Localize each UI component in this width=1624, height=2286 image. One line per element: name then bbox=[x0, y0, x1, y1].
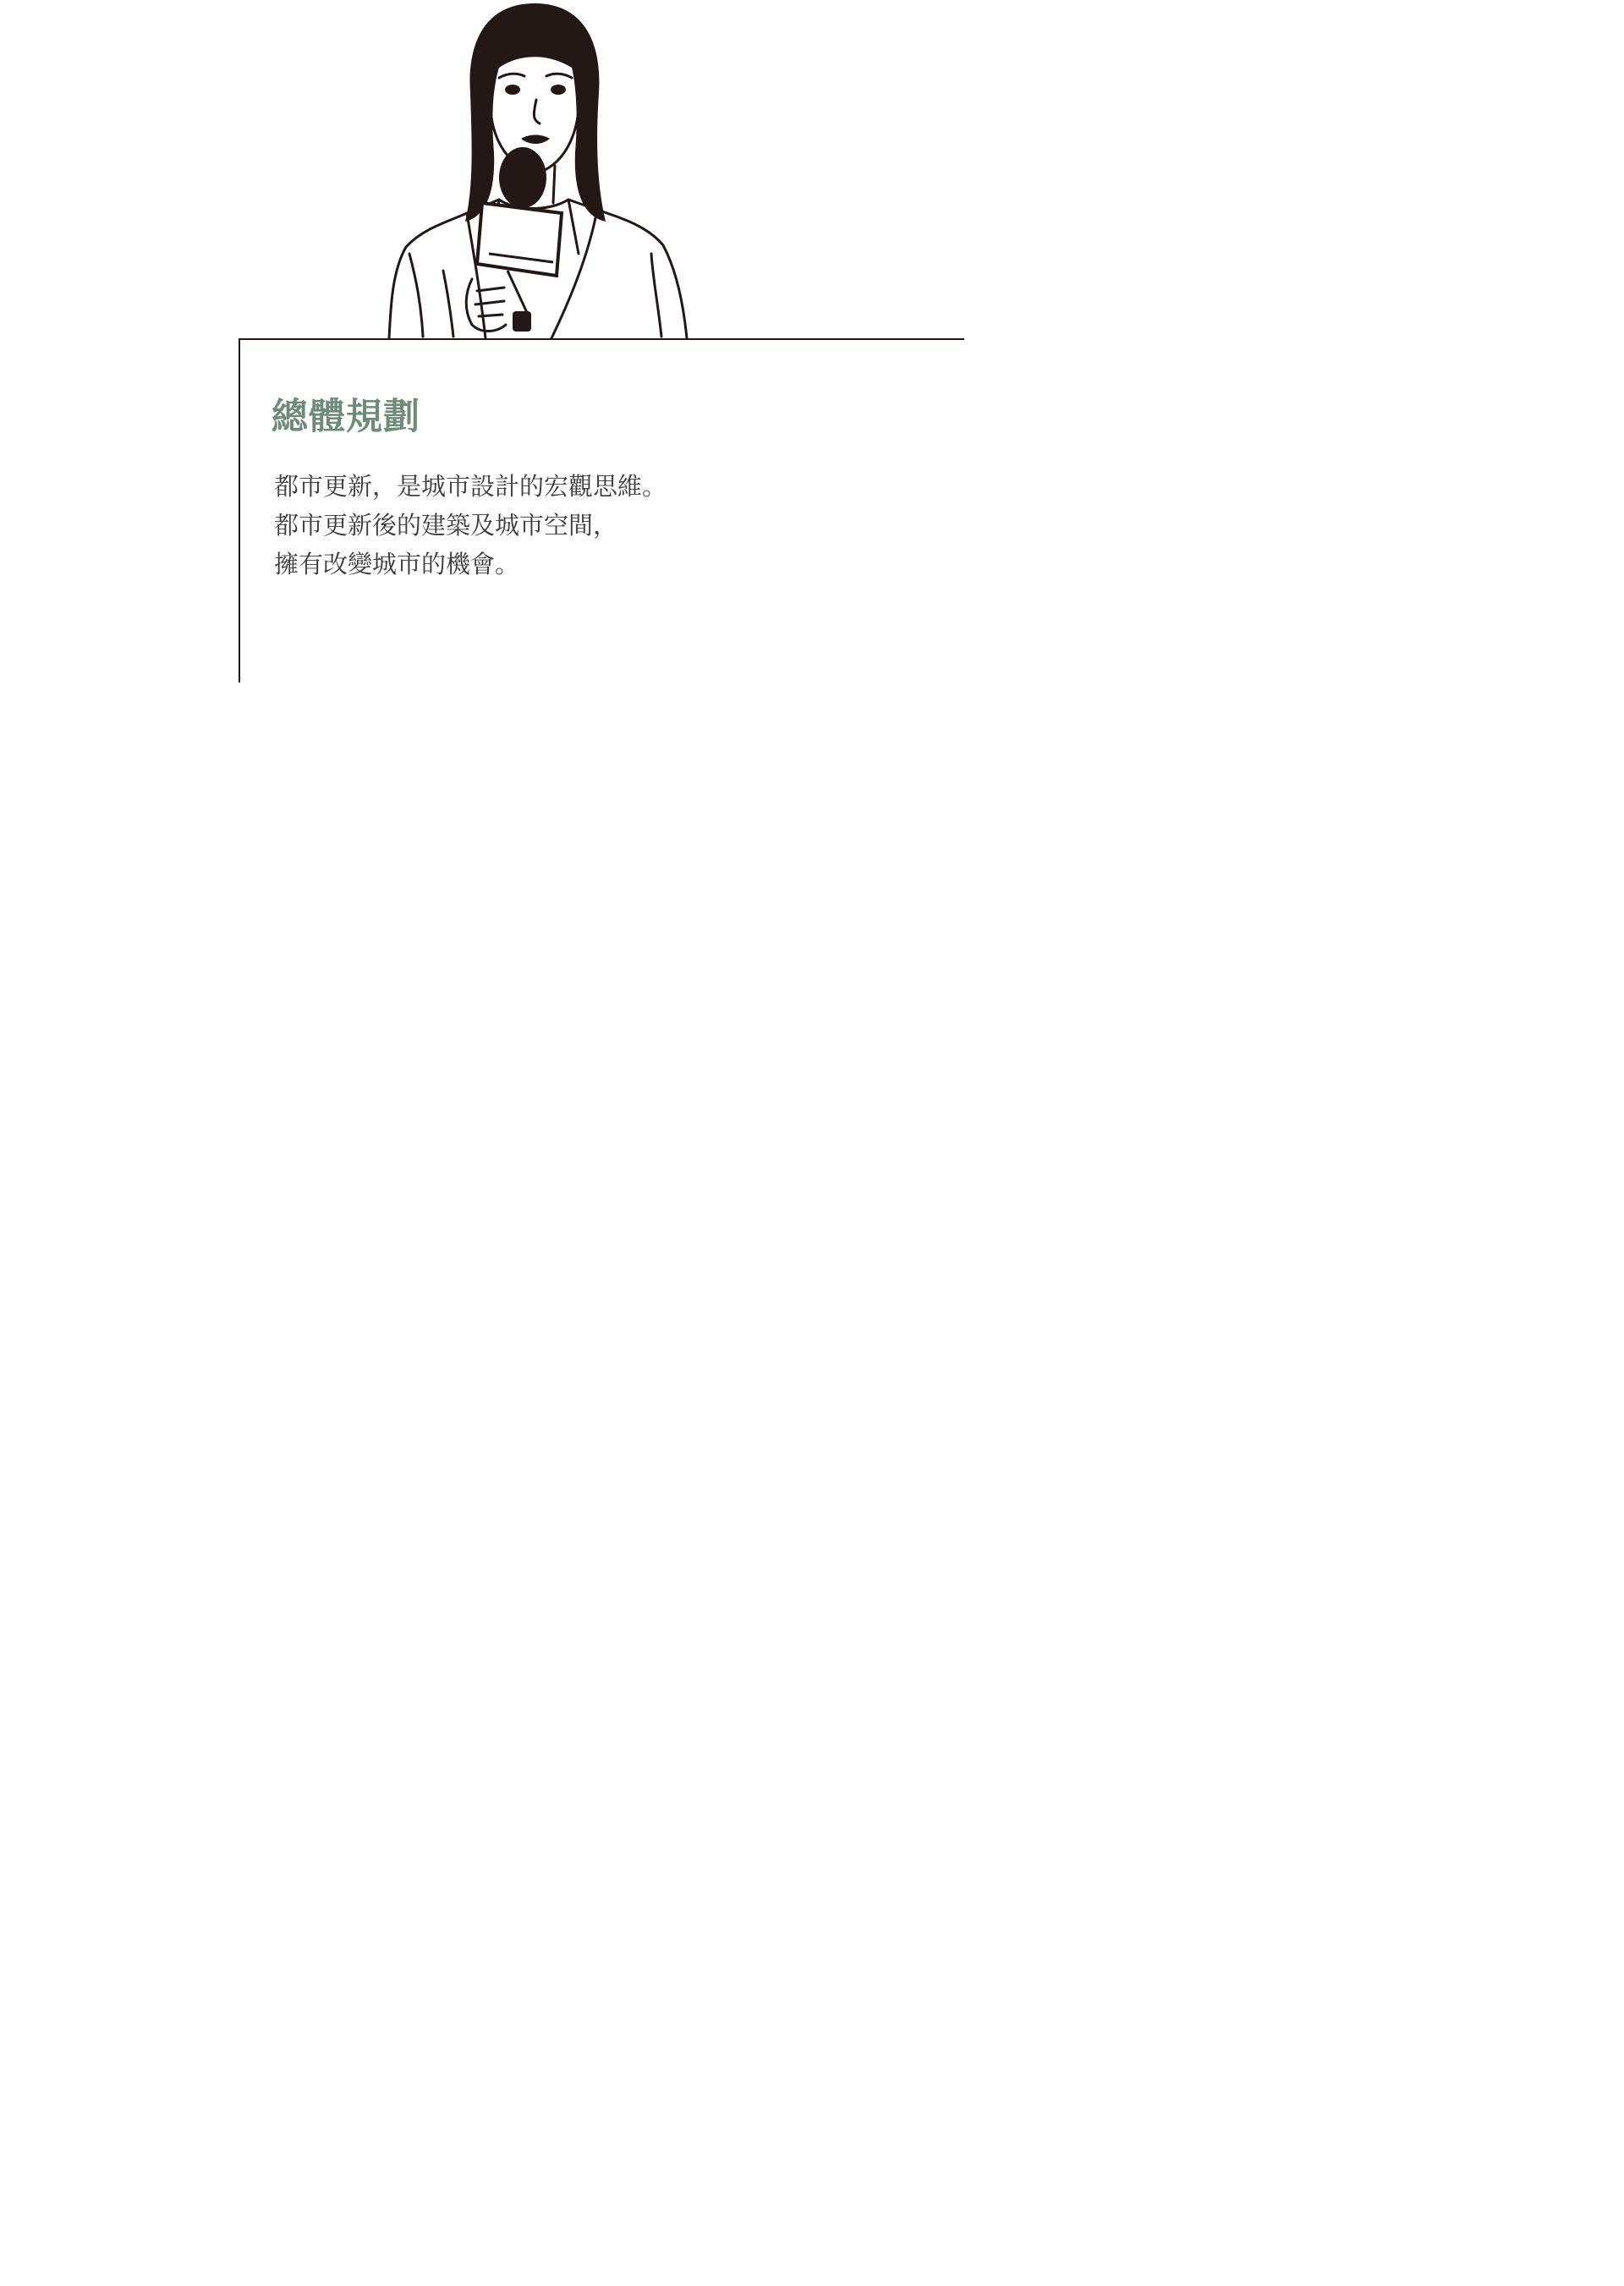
frame-left-rule bbox=[239, 338, 240, 683]
reporter-with-microphone-icon bbox=[372, 0, 727, 340]
body-line: 都市更新後的建築及城市空間， bbox=[274, 511, 618, 540]
frame-top-rule bbox=[239, 338, 964, 340]
body-line: 都市更新，是城市設計的宏觀思維。 bbox=[274, 472, 667, 501]
section-body bbox=[274, 467, 667, 584]
body-line: 擁有改變城市的機會。 bbox=[274, 550, 520, 578]
section-title: 總體規劃 bbox=[272, 396, 420, 438]
